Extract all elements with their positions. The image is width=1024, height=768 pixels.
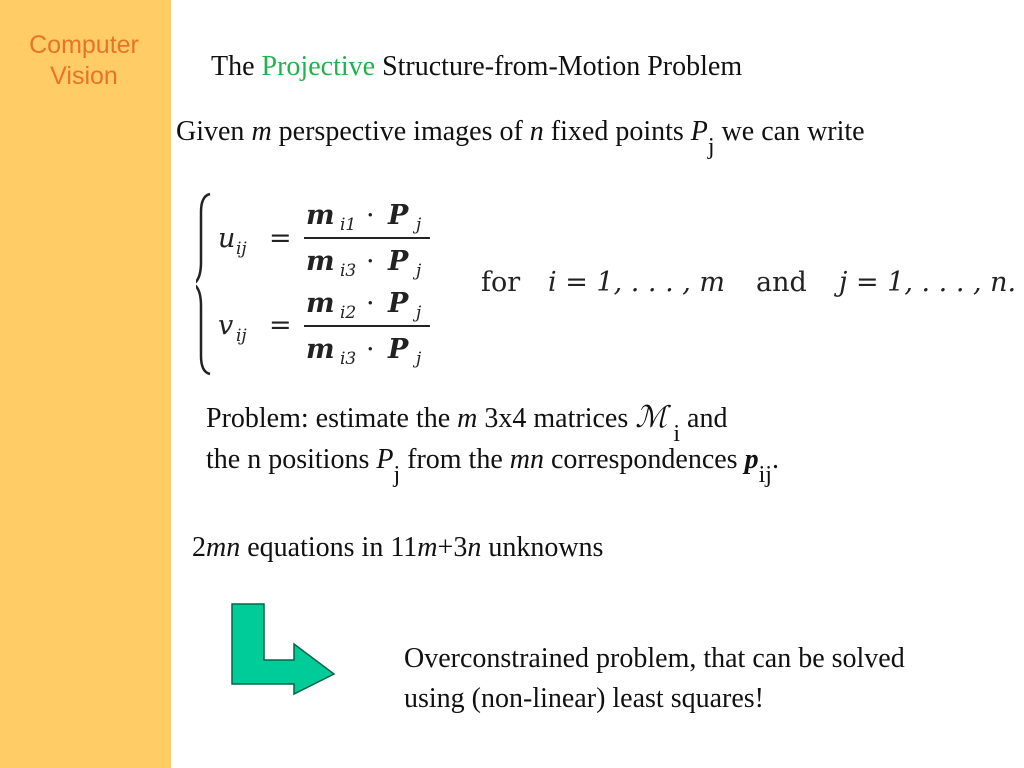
problem-text-5: from the <box>400 444 510 475</box>
equations-count <box>192 532 603 564</box>
given-text-2: perspective images of <box>271 116 530 147</box>
v-subscript: ij <box>236 326 247 346</box>
given-m: m <box>251 116 272 147</box>
sidebar-title-line1: Computer <box>29 31 139 59</box>
eq-text-4: unknowns <box>481 532 604 563</box>
P-symbol: P <box>388 334 409 365</box>
given-text-1: Given <box>176 116 252 147</box>
problem-M-subscript: i <box>667 421 681 447</box>
problem-text-2: 3x4 matrices <box>477 403 636 434</box>
problem-mn: mn <box>509 444 544 475</box>
dot-operator: · <box>366 246 375 277</box>
eq-text-3: +3 <box>437 532 468 563</box>
problem-P: P <box>376 444 394 475</box>
problem-text-1: Problem: estimate the <box>206 403 458 434</box>
m-symbol: m <box>306 288 335 319</box>
projection-equations <box>196 188 1024 380</box>
P-subscript: j <box>416 215 422 235</box>
given-n: n <box>529 116 544 147</box>
eq-n: n <box>467 532 482 563</box>
problem-text-4: the n positions <box>206 444 377 475</box>
m-subscript: i3 <box>340 261 357 281</box>
conclusion-line-2: using (non-linear) least squares! <box>404 683 764 714</box>
P-subscript: j <box>416 303 422 323</box>
dot-operator: · <box>366 200 375 231</box>
problem-text-7: . <box>771 444 779 475</box>
problem-text-6: correspondences <box>544 444 745 475</box>
i-range: i = 1, . . . , m <box>548 267 726 298</box>
eq-text-1: 2 <box>192 532 206 563</box>
m-subscript: i2 <box>340 303 357 323</box>
slide-title <box>211 51 742 83</box>
equals-sign: = <box>269 223 292 254</box>
problem-p: p <box>744 444 759 475</box>
P-symbol: P <box>388 200 409 231</box>
title-accent: Projective <box>261 51 376 82</box>
left-brace <box>196 194 210 374</box>
sidebar-title-line2: Vision <box>50 62 118 90</box>
m-symbol: m <box>306 246 335 277</box>
u-subscript: ij <box>236 239 247 259</box>
conclusion-line-1: Overconstrained problem, that can be solved <box>404 643 905 674</box>
given-text-4: we can write <box>714 116 865 147</box>
eq-text-2: equations in 11 <box>240 532 418 563</box>
problem-M: ℳ <box>635 400 668 435</box>
u-symbol: u <box>218 223 236 254</box>
eq-mn: mn <box>206 532 241 563</box>
j-range: j = 1, . . . , n. <box>839 267 1017 298</box>
P-subscript: j <box>416 261 422 281</box>
eq-m: m <box>417 532 438 563</box>
and-word: and <box>756 267 807 298</box>
m-subscript: i1 <box>340 215 357 235</box>
for-word: for <box>481 267 521 298</box>
given-statement <box>176 116 865 160</box>
title-pre: The <box>211 51 262 82</box>
dot-operator: · <box>366 334 375 365</box>
P-subscript: j <box>416 349 422 369</box>
dot-operator: · <box>366 288 375 319</box>
problem-P-subscript: j <box>393 462 401 488</box>
P-symbol: P <box>388 288 409 319</box>
given-text-3: fixed points <box>543 116 691 147</box>
title-post: Structure-from-Motion Problem <box>375 51 743 82</box>
given-P-subscript: j <box>707 134 715 160</box>
m-symbol: m <box>306 200 335 231</box>
sidebar <box>0 0 171 768</box>
problem-p-subscript: ij <box>758 462 772 488</box>
v-symbol: v <box>218 310 234 341</box>
problem-line-2 <box>206 444 779 488</box>
P-symbol: P <box>388 246 409 277</box>
down-right-arrow-icon <box>228 602 338 698</box>
problem-m: m <box>457 403 478 434</box>
given-P: P <box>690 116 708 147</box>
problem-text-3: and <box>680 403 728 434</box>
sidebar-title <box>0 30 168 92</box>
equals-sign: = <box>269 310 292 341</box>
m-subscript: i3 <box>340 349 357 369</box>
m-symbol: m <box>306 334 335 365</box>
problem-line-1 <box>206 400 728 447</box>
